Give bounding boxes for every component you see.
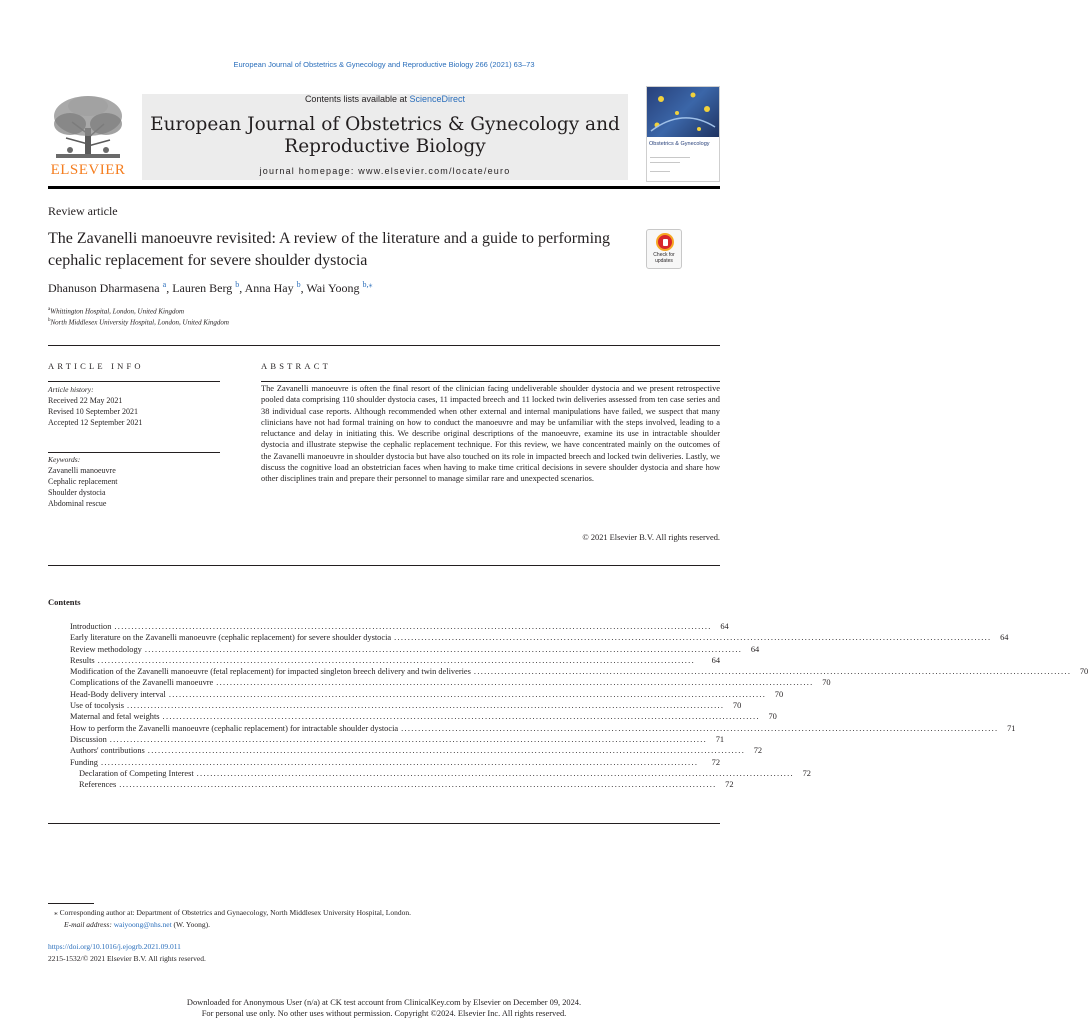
- author-affiliation-mark[interactable]: b,⁎: [362, 280, 373, 289]
- abstract-text: The Zavanelli manoeuvre is often the final resort of the clinician facing undeliverable shoulder dystocia and we present retrospective pooled data comprising 110 shoulder dystocia cases, 11 impacted breech and 11 locked twin deliveries assessed from ten case series and 38 individual case reports. Although recommended when other external and internal manipulations have failed, we suspect that many clinicians have not had formal training on how to conduct the manoeuvre and may be unfamiliar with the steps involved, leading to a reluctance and delay in initiating this. We describe original descriptions of the manoeuvre, examine its use in intractable shoulder dystocia and illustrate stepwise the cephalic replacement technique. For this review, we have concentrated mainly on the outcomes of the Zavanelli manoeuvre in shoulder dystocia but have also touched on its role in impacted breech and locked twin deliveries. Lastly, we discuss the cognitive load an obstetrician faces when having to make time critical decisions in severe shoulder dystocia and share how other disciplines train and prepare their personnel to manage similar rare and unexpected scenarios.: [261, 384, 720, 484]
- corresponding-author-note: [54, 908, 411, 917]
- author-name[interactable]: Wai Yoong: [306, 281, 360, 295]
- journal-header: [142, 94, 628, 180]
- bookmark-icon: [656, 233, 674, 251]
- section-rule: [48, 823, 720, 824]
- keyword: Zavanelli manoeuvre: [48, 466, 116, 475]
- toc-item[interactable]: [70, 700, 742, 711]
- revised-date: Revised 10 September 2021: [48, 407, 138, 416]
- toc-item[interactable]: [70, 655, 720, 666]
- toc-page: 64: [711, 655, 720, 665]
- check-for-updates-button[interactable]: [646, 229, 682, 269]
- toc-page: 72: [802, 768, 811, 778]
- cover-text-line: [650, 157, 690, 158]
- toc-item[interactable]: [70, 666, 1088, 677]
- journal-homepage[interactable]: journal homepage: www.elsevier.com/locate/euro: [259, 166, 511, 176]
- email-note: [64, 920, 210, 929]
- elsevier-logo: [48, 94, 128, 180]
- contents-availability: [142, 94, 628, 104]
- section-rule: [48, 345, 720, 346]
- toc-item[interactable]: [70, 768, 811, 779]
- cover-image: [647, 87, 719, 137]
- keyword: Abdominal rescue: [48, 499, 107, 508]
- toc-title[interactable]: Authors' contributions: [70, 746, 145, 756]
- affiliation-mark: b: [48, 318, 51, 323]
- doi-link[interactable]: https://doi.org/10.1016/j.ejogrb.2021.09.011: [48, 942, 181, 951]
- toc-title[interactable]: Modification of the Zavanelli manoeuvre (fetal replacement) for impacted singleton breech delivery and twin deliveries: [70, 667, 471, 677]
- toc-page: 72: [711, 757, 720, 767]
- footnote-rule: [48, 903, 94, 904]
- usage-notice: For personal use only. No other uses without permission. Copyright ©2024. Elsevier Inc. All rights reserved.: [201, 1009, 567, 1018]
- affiliation-text: Whittington Hospital, London, United Kingdom: [50, 307, 185, 316]
- abstract-rule: [261, 381, 720, 382]
- affiliation-text: North Middlesex University Hospital, London, United Kingdom: [50, 318, 229, 327]
- toc-leader: ................................................................................................................................................................................: [119, 780, 717, 790]
- cover-text-line: [650, 162, 680, 163]
- cover-pattern-icon: [647, 87, 719, 137]
- toc-title[interactable]: Discussion: [70, 734, 107, 744]
- author-separator: ,: [300, 281, 307, 295]
- keyword: Shoulder dystocia: [48, 488, 106, 497]
- contents-prefix: Contents lists available at: [304, 94, 407, 104]
- affiliation-mark: a: [48, 307, 51, 312]
- toc-item[interactable]: [70, 779, 734, 790]
- cover-title: Obstetrics & Gynecology: [649, 141, 710, 147]
- author-name[interactable]: Lauren Berg: [172, 281, 233, 295]
- check-for-updates-label: Check for updates: [653, 252, 675, 264]
- toc-title[interactable]: Head-Body delivery interval: [70, 689, 166, 699]
- toc-leader: ................................................................................................................................................................................: [97, 655, 695, 665]
- toc-title[interactable]: Early literature on the Zavanelli manoeuvre (cephalic replacement) for severe shoulder dystocia: [70, 633, 392, 643]
- toc-item[interactable]: [70, 689, 784, 700]
- author-affiliation-mark[interactable]: a: [162, 280, 167, 289]
- article-type: Review article: [48, 204, 118, 218]
- issn-copyright: 2215-1532/© 2021 Elsevier B.V. All rights reserved.: [48, 954, 206, 963]
- elsevier-tree-icon: [48, 94, 128, 160]
- toc-item[interactable]: [70, 723, 1016, 734]
- toc-page: 72: [725, 780, 734, 790]
- author-separator: ,: [239, 281, 245, 295]
- received-date: Received 22 May 2021: [48, 396, 123, 405]
- footnote-mark: ⁎: [54, 908, 58, 917]
- toc-leader: ................................................................................................................................................................................: [401, 723, 999, 733]
- toc-item[interactable]: [70, 677, 831, 688]
- journal-title: European Journal of Obstetrics & Gynecology and Reproductive Biology: [150, 114, 620, 157]
- toc-page: 70: [1079, 667, 1088, 677]
- author-affiliation-mark[interactable]: b: [235, 280, 240, 289]
- author-name[interactable]: Anna Hay: [244, 281, 294, 295]
- toc-leader: ................................................................................................................................................................................: [114, 622, 712, 631]
- toc-title[interactable]: Results: [70, 655, 95, 665]
- toc-title[interactable]: Review methodology: [70, 644, 142, 654]
- toc-title[interactable]: Complications of the Zavanelli manoeuvre: [70, 678, 214, 688]
- article-info-heading: ARTICLE INFO: [48, 361, 144, 371]
- author-name[interactable]: Dhanuson Dharmasena: [48, 281, 160, 295]
- toc-page: 64: [720, 622, 729, 631]
- elsevier-wordmark: ELSEVIER: [50, 162, 126, 178]
- toc-title[interactable]: Use of tocolysis: [70, 701, 124, 711]
- toc-title[interactable]: Funding: [70, 757, 98, 767]
- keyword: Cephalic replacement: [48, 477, 118, 486]
- toc-item[interactable]: [70, 644, 760, 655]
- toc-item[interactable]: [70, 711, 777, 722]
- toc-leader: ................................................................................................................................................................................: [473, 667, 1072, 677]
- author-separator: ,: [166, 281, 173, 295]
- email-link[interactable]: waiyoong@nhs.net: [113, 920, 172, 929]
- email-label: E-mail address:: [64, 920, 112, 929]
- toc-page: 70: [768, 712, 777, 722]
- abstract-copyright: © 2021 Elsevier B.V. All rights reserved.: [582, 533, 720, 542]
- toc-page: 64: [1000, 633, 1009, 643]
- toc-title[interactable]: Maternal and fetal weights: [70, 712, 160, 722]
- article-title: The Zavanelli manoeuvre revisited: A review of the literature and a guide to performing cephalic replacement for severe shoulder dystocia: [48, 230, 611, 269]
- article-info-rule: [48, 452, 220, 453]
- toc-item[interactable]: [70, 745, 763, 756]
- author-list: [48, 281, 372, 296]
- toc-page: 71: [715, 734, 725, 744]
- download-notice: Downloaded for Anonymous User (n/a) at CK test account from ClinicalKey.com by Elsevier on December 09, 2024.: [186, 998, 582, 1007]
- toc-leader: ................................................................................................................................................................................: [216, 678, 814, 688]
- toc-leader: ................................................................................................................................................................................: [147, 746, 746, 756]
- journal-citation[interactable]: European Journal of Obstetrics & Gynecology and Reproductive Biology 266 (2021) 63–73: [233, 60, 535, 69]
- toc-page: 72: [753, 746, 763, 756]
- section-rule: [48, 565, 720, 566]
- toc-item[interactable]: [70, 621, 729, 632]
- toc-title[interactable]: Declaration of Competing Interest: [79, 768, 194, 778]
- accepted-date: Accepted 12 September 2021: [48, 418, 143, 427]
- toc-item[interactable]: [70, 632, 1009, 643]
- toc-item[interactable]: [70, 734, 725, 745]
- toc-leader: ................................................................................................................................................................................: [100, 757, 699, 767]
- abstract-heading: ABSTRACT: [261, 361, 331, 371]
- toc-title[interactable]: References: [79, 780, 117, 790]
- table-of-contents: [70, 621, 1088, 790]
- toc-page: 70: [774, 689, 784, 699]
- journal-cover[interactable]: [646, 86, 720, 182]
- email-suffix: (W. Yoong).: [173, 920, 210, 929]
- toc-leader: ................................................................................................................................................................................: [196, 768, 794, 778]
- cover-text-line: [650, 171, 670, 172]
- toc-leader: ................................................................................................................................................................................: [394, 633, 992, 643]
- toc-leader: ................................................................................................................................................................................: [144, 644, 743, 654]
- contents-heading: Contents: [48, 597, 81, 607]
- sciencedirect-link[interactable]: ScienceDirect: [409, 94, 466, 104]
- corresponding-text: Corresponding author at: Department of Obstetrics and Gynaecology, North Middlesex University Hospital, London.: [59, 908, 411, 917]
- header-rule: [48, 186, 720, 189]
- article-info-rule: [48, 381, 220, 382]
- toc-leader: ................................................................................................................................................................................: [162, 712, 760, 722]
- toc-leader: ................................................................................................................................................................................: [126, 701, 725, 711]
- toc-page: 70: [732, 701, 742, 711]
- toc-page: 64: [750, 644, 760, 654]
- toc-leader: ................................................................................................................................................................................: [109, 734, 708, 744]
- author-affiliation-mark[interactable]: b: [296, 280, 301, 289]
- affiliation: [48, 318, 229, 326]
- toc-title[interactable]: Introduction: [70, 622, 112, 631]
- keywords-label: Keywords:: [48, 455, 81, 464]
- history-label: Article history:: [48, 385, 94, 394]
- toc-leader: ................................................................................................................................................................................: [168, 689, 767, 699]
- toc-page: 71: [1007, 723, 1016, 733]
- affiliation: [48, 307, 184, 315]
- toc-title[interactable]: How to perform the Zavanelli manoeuvre (cephalic replacement) for intractable shoulder dystocia: [70, 723, 399, 733]
- toc-page: 70: [822, 678, 831, 688]
- toc-item[interactable]: [70, 757, 720, 768]
